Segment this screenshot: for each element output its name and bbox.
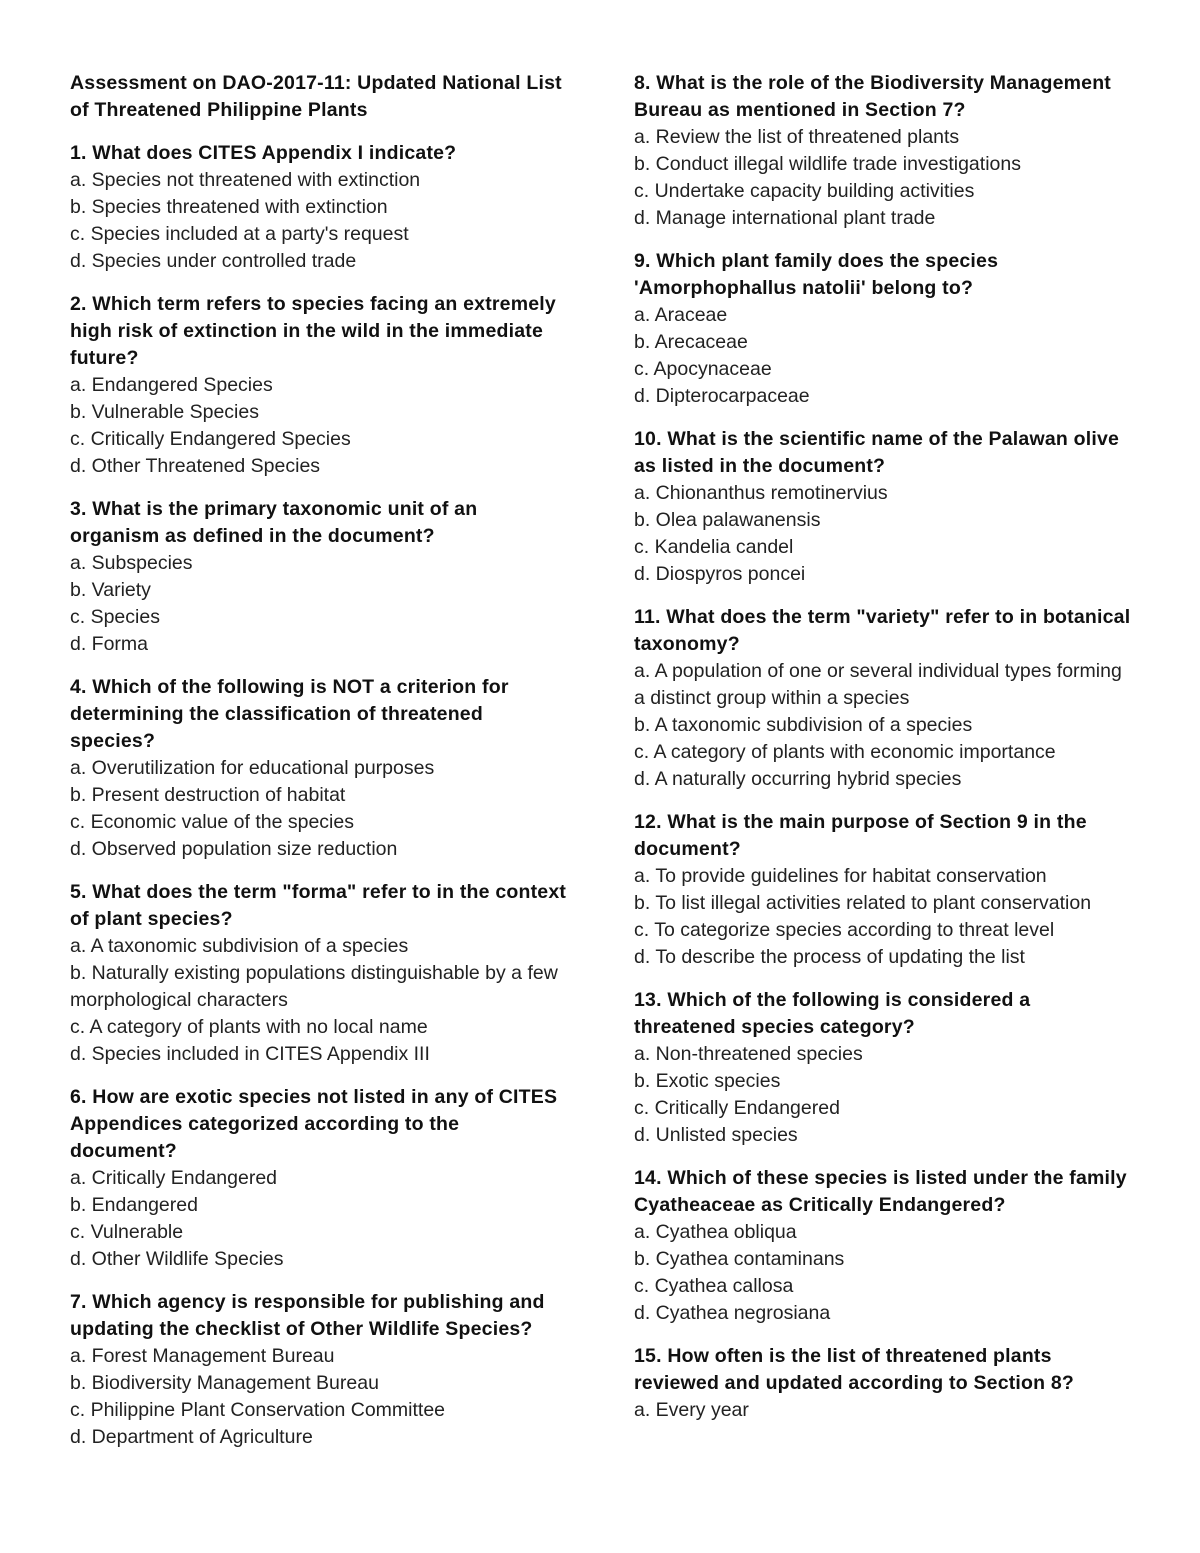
answer-option: a. Chionanthus remotinervius xyxy=(634,482,888,504)
answer-option: a. Subspecies xyxy=(70,552,193,574)
answer-option: c. Undertake capacity building activities xyxy=(634,180,975,202)
question-block xyxy=(70,140,570,275)
question-block xyxy=(634,809,1134,971)
answer-option: a. A taxonomic subdivision of a species xyxy=(70,935,409,957)
question-text: 9. Which plant family does the species 'Amorphophallus natolii' belong to? xyxy=(634,250,999,299)
answer-option: a. Non-threatened species xyxy=(634,1043,863,1065)
question-text: 14. Which of these species is listed under the family Cyatheaceae as Critically Endangered? xyxy=(634,1167,1127,1216)
answer-option: c. Critically Endangered xyxy=(634,1097,840,1119)
answer-option: b. Present destruction of habitat xyxy=(70,784,346,806)
answer-options xyxy=(70,755,570,863)
answer-option: a. Species not threatened with extinction xyxy=(70,169,421,191)
answer-options xyxy=(70,933,570,1068)
answer-option: c. Species xyxy=(70,606,160,628)
answer-option: d. Diospyros poncei xyxy=(634,563,806,585)
answer-option: d. Forma xyxy=(70,633,149,655)
answer-options xyxy=(70,550,570,658)
question-text: 12. What is the main purpose of Section 9 in the document? xyxy=(634,811,1087,860)
answer-option: b. A taxonomic subdivision of a species xyxy=(634,714,973,736)
answer-option: b. Vulnerable Species xyxy=(70,401,259,423)
answer-options xyxy=(634,1397,1134,1424)
answer-option: b. Variety xyxy=(70,579,151,601)
answer-option: b. Olea palawanensis xyxy=(634,509,821,531)
question-text: 5. What does the term "forma" refer to in the context of plant species? xyxy=(70,881,567,930)
right-column xyxy=(634,70,1134,1440)
question-block xyxy=(634,604,1134,793)
question-text: 4. Which of the following is NOT a criterion for determining the classification of threatened species? xyxy=(70,676,509,752)
answer-options xyxy=(634,658,1134,793)
answer-option: d. A naturally occurring hybrid species xyxy=(634,768,962,790)
question-block xyxy=(634,1343,1134,1424)
answer-option: d. Department of Agriculture xyxy=(70,1426,313,1448)
answer-option: c. A category of plants with no local name xyxy=(70,1016,428,1038)
question-block xyxy=(634,70,1134,232)
answer-option: b. Cyathea contaminans xyxy=(634,1248,845,1270)
question-text: 7. Which agency is responsible for publishing and updating the checklist of Other Wildlife Species? xyxy=(70,1291,545,1340)
answer-option: b. Biodiversity Management Bureau xyxy=(70,1372,379,1394)
question-text: 15. How often is the list of threatened plants reviewed and updated according to Section 8? xyxy=(634,1345,1075,1394)
question-block xyxy=(634,1165,1134,1327)
answer-option: c. Apocynaceae xyxy=(634,358,772,380)
answer-options xyxy=(70,167,570,275)
answer-option: c. Vulnerable xyxy=(70,1221,184,1243)
answer-option: b. Species threatened with extinction xyxy=(70,196,388,218)
answer-option: d. To describe the process of updating the list xyxy=(634,946,1025,968)
answer-option: d. Other Threatened Species xyxy=(70,455,321,477)
answer-option: a. To provide guidelines for habitat conservation xyxy=(634,865,1047,887)
answer-option: a. Review the list of threatened plants xyxy=(634,126,960,148)
answer-option: c. Species included at a party's request xyxy=(70,223,409,245)
question-block xyxy=(634,426,1134,588)
question-block xyxy=(634,248,1134,410)
answer-option: a. Every year xyxy=(634,1399,749,1421)
question-text: 10. What is the scientific name of the Palawan olive as listed in the document? xyxy=(634,428,1120,477)
answer-option: a. A population of one or several individual types forming a distinct group within a species xyxy=(634,660,1122,709)
answer-option: b. To list illegal activities related to plant conservation xyxy=(634,892,1092,914)
question-text: 13. Which of the following is considered a threatened species category? xyxy=(634,989,1031,1038)
answer-option: b. Exotic species xyxy=(634,1070,781,1092)
question-text: 2. Which term refers to species facing an extremely high risk of extinction in the wild in the immediate future? xyxy=(70,293,556,369)
answer-options xyxy=(634,302,1134,410)
answer-option: d. Other Wildlife Species xyxy=(70,1248,284,1270)
answer-option: c. Cyathea callosa xyxy=(634,1275,794,1297)
answer-option: b. Naturally existing populations distinguishable by a few morphological characters xyxy=(70,962,558,1011)
document-title: Assessment on DAO-2017-11: Updated National List of Threatened Philippine Plants xyxy=(70,72,562,121)
answer-option: a. Araceae xyxy=(634,304,728,326)
answer-options xyxy=(634,1219,1134,1327)
answer-option: d. Cyathea negrosiana xyxy=(634,1302,831,1324)
answer-options xyxy=(70,1343,570,1451)
answer-options xyxy=(634,480,1134,588)
answer-option: c. Critically Endangered Species xyxy=(70,428,351,450)
answer-options xyxy=(634,124,1134,232)
answer-option: b. Endangered xyxy=(70,1194,198,1216)
answer-option: d. Unlisted species xyxy=(634,1124,798,1146)
answer-options xyxy=(70,372,570,480)
answer-option: b. Arecaceae xyxy=(634,331,748,353)
answer-option: d. Manage international plant trade xyxy=(634,207,936,229)
answer-options xyxy=(634,863,1134,971)
question-text: 8. What is the role of the Biodiversity Management Bureau as mentioned in Section 7? xyxy=(634,72,1112,121)
answer-option: c. A category of plants with economic importance xyxy=(634,741,1056,763)
question-text: 11. What does the term "variety" refer to in botanical taxonomy? xyxy=(634,606,1131,655)
answer-option: b. Conduct illegal wildlife trade investigations xyxy=(634,153,1021,175)
answer-option: a. Overutilization for educational purposes xyxy=(70,757,435,779)
answer-options xyxy=(634,1041,1134,1149)
answer-option: a. Endangered Species xyxy=(70,374,273,396)
answer-option: d. Species included in CITES Appendix III xyxy=(70,1043,430,1065)
question-block xyxy=(70,1084,570,1273)
question-block xyxy=(70,674,570,863)
question-block xyxy=(70,496,570,658)
answer-option: c. To categorize species according to threat level xyxy=(634,919,1055,941)
answer-option: a. Forest Management Bureau xyxy=(70,1345,335,1367)
question-text: 3. What is the primary taxonomic unit of an organism as defined in the document? xyxy=(70,498,478,547)
answer-option: a. Critically Endangered xyxy=(70,1167,278,1189)
question-block xyxy=(70,291,570,480)
question-block xyxy=(70,1289,570,1451)
question-text: 1. What does CITES Appendix I indicate? xyxy=(70,142,457,164)
answer-option: a. Cyathea obliqua xyxy=(634,1221,797,1243)
answer-option: d. Observed population size reduction xyxy=(70,838,398,860)
answer-option: d. Dipterocarpaceae xyxy=(634,385,810,407)
answer-option: c. Philippine Plant Conservation Committee xyxy=(70,1399,446,1421)
answer-options xyxy=(70,1165,570,1273)
question-text: 6. How are exotic species not listed in any of CITES Appendices categorized according to the document? xyxy=(70,1086,558,1162)
answer-option: c. Economic value of the species xyxy=(70,811,354,833)
answer-option: d. Species under controlled trade xyxy=(70,250,357,272)
answer-option: c. Kandelia candel xyxy=(634,536,794,558)
left-column xyxy=(70,70,570,1467)
question-block xyxy=(634,987,1134,1149)
question-block xyxy=(70,879,570,1068)
